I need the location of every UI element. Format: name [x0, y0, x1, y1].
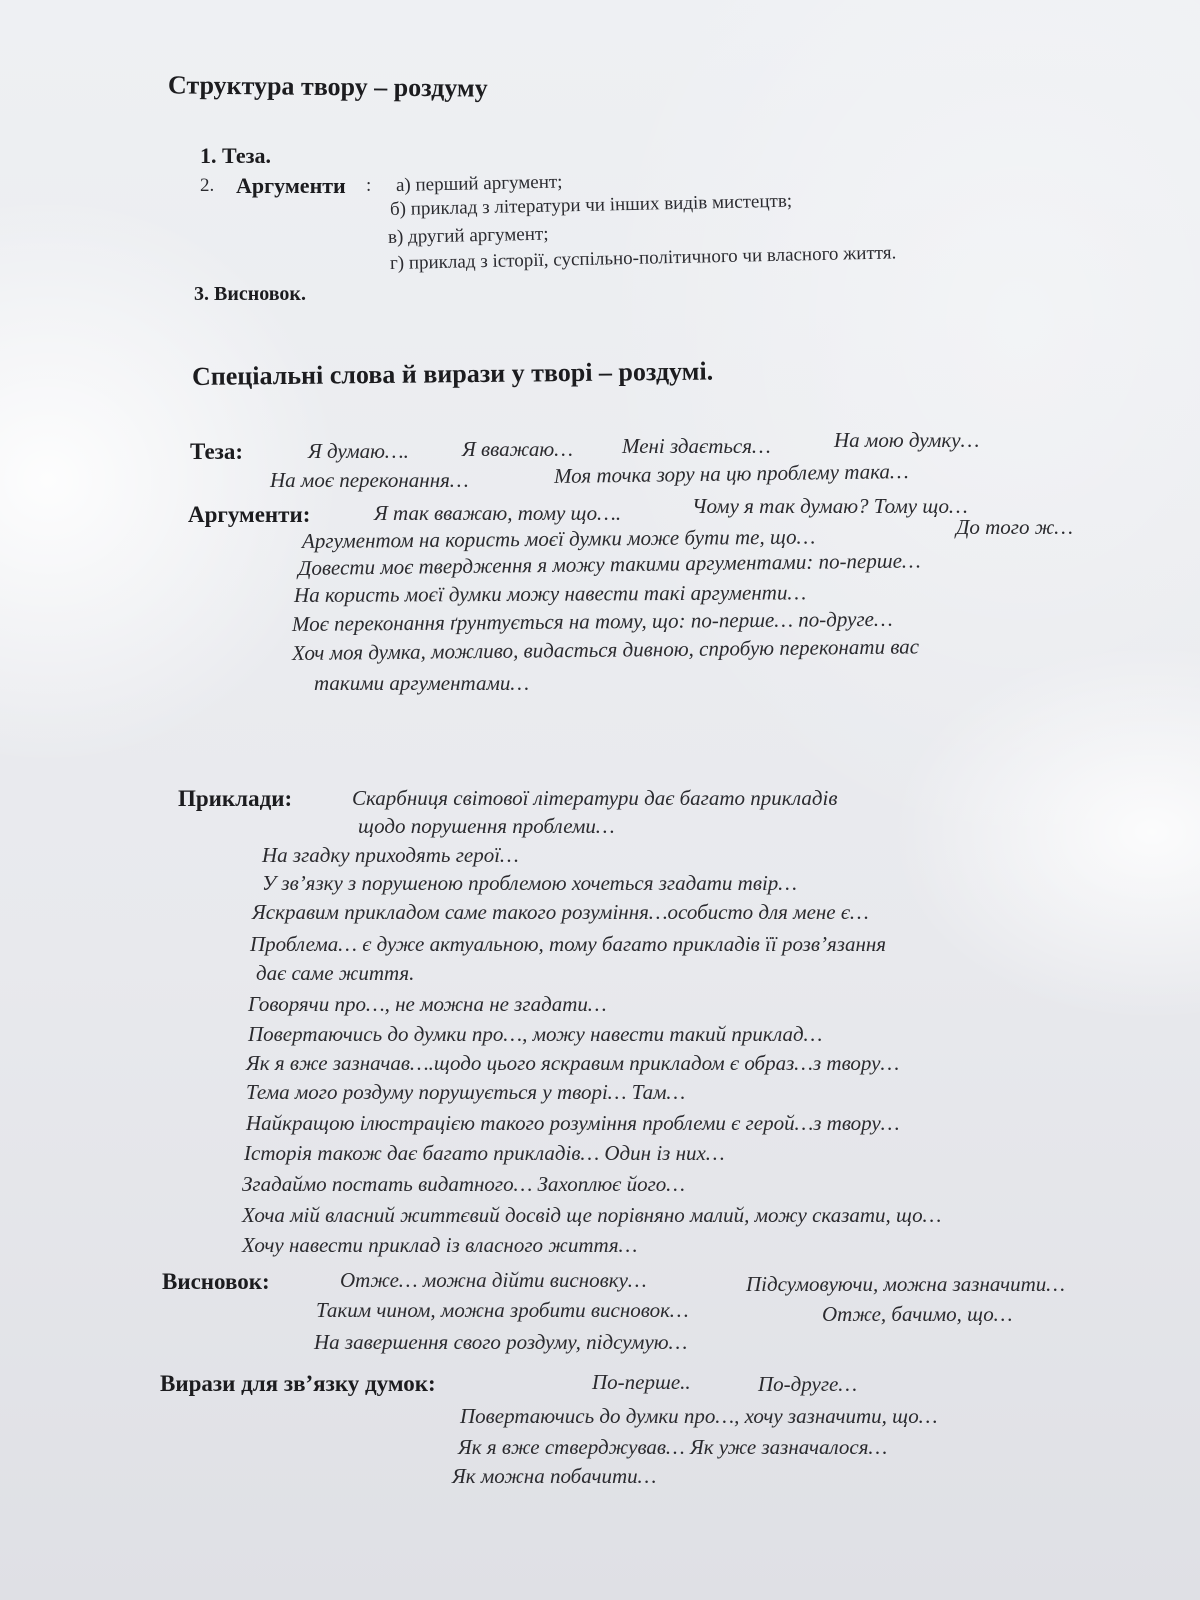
pryklady-phrase: У зв’язку з порушеною проблемою хочеться згадати твір… — [262, 871, 797, 895]
structure-item-3: 3. Висновок. — [194, 283, 306, 305]
vysnovok-phrase: Отже, бачимо, що… — [822, 1302, 1013, 1326]
pryklady-phrase: Яскравим прикладом саме такого розуміння…особисто для мене є… — [252, 900, 869, 924]
argumenty-phrase: До того ж… — [956, 515, 1073, 539]
structure-item-1: 1. Теза. — [200, 143, 271, 168]
argumenty-phrase: Довести моє твердження я можу такими аргументами: по-перше… — [297, 548, 921, 580]
teza-phrase: На моє переконання… — [270, 468, 469, 492]
argumenty-phrase: На користь моєї думки можу навести такі аргументи… — [293, 580, 807, 607]
vysnovok-label: Висновок: — [162, 1269, 270, 1294]
teza-phrase: Я думаю…. — [308, 439, 409, 463]
argumenty-label: Аргументи: — [188, 502, 311, 527]
pryklady-phrase: Говорячи про…, не можна не згадати… — [248, 992, 607, 1016]
pryklady-phrase: Хоча мій власний життєвий досвід ще порівняно малий, можу сказати, що… — [242, 1203, 942, 1227]
argument-a: а) перший аргумент; — [395, 171, 563, 196]
argumenty-phrase: такими аргументами… — [314, 671, 530, 695]
structure-item-2-colon: : — [366, 175, 372, 196]
teza-phrase: Моя точка зору на цю проблему така… — [553, 459, 909, 488]
vysnovok-phrase: Таким чином, можна зробити висновок… — [316, 1298, 689, 1322]
pryklady-phrase: Тема мого роздуму порушується у творі… Там… — [246, 1080, 686, 1104]
argumenty-phrase: Хоч моя думка, можливо, видасться дивною, спробую переконати вас — [291, 634, 920, 665]
vyrazy-phrase: Повертаючись до думки про…, хочу зазначити, що… — [460, 1404, 938, 1428]
pryklady-phrase: Хочу навести приклад із власного життя… — [242, 1233, 638, 1257]
teza-phrase: Мені здається… — [622, 434, 771, 458]
argument-c: в) другий аргумент; — [387, 223, 549, 248]
argumenty-phrase: Аргументом на користь моєї думки може бути те, що… — [301, 524, 816, 553]
teza-label: Теза: — [190, 439, 244, 464]
pryklady-label: Приклади: — [178, 786, 293, 811]
structure-item-2-title: Аргументи — [236, 173, 346, 198]
pryklady-phrase: щодо порушення проблеми… — [358, 814, 615, 838]
pryklady-phrase: Скарбниця світової літератури дає багато прикладів — [352, 786, 838, 810]
pryklady-phrase: Як я вже зазначав….щодо цього яскравим прикладом є образ…з твору… — [246, 1051, 900, 1075]
argumenty-phrase: Моє переконання ґрунтується на тому, що: по-перше… по-друге… — [291, 606, 893, 636]
vysnovok-phrase: На завершення свого роздуму, підсумую… — [314, 1330, 688, 1354]
argumenty-phrase: Чому я так думаю? Тому що… — [692, 494, 968, 518]
argumenty-phrase: Я так вважаю, тому що…. — [374, 501, 622, 525]
phrases-title: Спеціальні слова й вирази у творі – роздумі. — [191, 356, 714, 391]
pryklady-phrase: Повертаючись до думки про…, можу навести такий приклад… — [248, 1022, 823, 1046]
vyrazy-phrase: По-перше.. — [592, 1370, 691, 1394]
pryklady-phrase: На згадку приходять герої… — [262, 843, 519, 867]
vyrazy-phrase: Як можна побачити… — [452, 1464, 657, 1488]
vysnovok-phrase: Підсумовуючи, можна зазначити… — [746, 1272, 1065, 1296]
pryklady-phrase: Проблема… є дуже актуальною, тому багато прикладів її розв’язання — [250, 932, 887, 956]
vyrazy-phrase: Як я вже стверджував… Як уже зазначалося… — [458, 1435, 888, 1459]
argument-d: г) приклад з історії, суспільно-політичного чи власного життя. — [389, 242, 897, 274]
structure-title: Структура твору – роздуму — [167, 70, 488, 103]
argument-b: б) приклад з літератури чи інших видів мистецтв; — [389, 190, 793, 220]
structure-item-2-number: 2. — [200, 175, 215, 196]
pryklady-phrase: Згадаймо постать видатного… Захоплює його… — [242, 1172, 685, 1196]
vyrazy-label: Вирази для зв’язку думок: — [160, 1371, 436, 1396]
vyrazy-phrase: По-друге… — [758, 1372, 858, 1396]
teza-phrase: На мою думку… — [834, 428, 980, 452]
pryklady-phrase: Історія також дає багато прикладів… Один із них… — [244, 1141, 725, 1165]
teza-phrase: Я вважаю… — [462, 437, 573, 461]
pryklady-phrase: дає саме життя. — [256, 961, 415, 985]
pryklady-phrase: Найкращою ілюстрацією такого розуміння проблеми є герой…з твору… — [246, 1111, 900, 1135]
vysnovok-phrase: Отже… можна дійти висновку… — [340, 1268, 647, 1292]
